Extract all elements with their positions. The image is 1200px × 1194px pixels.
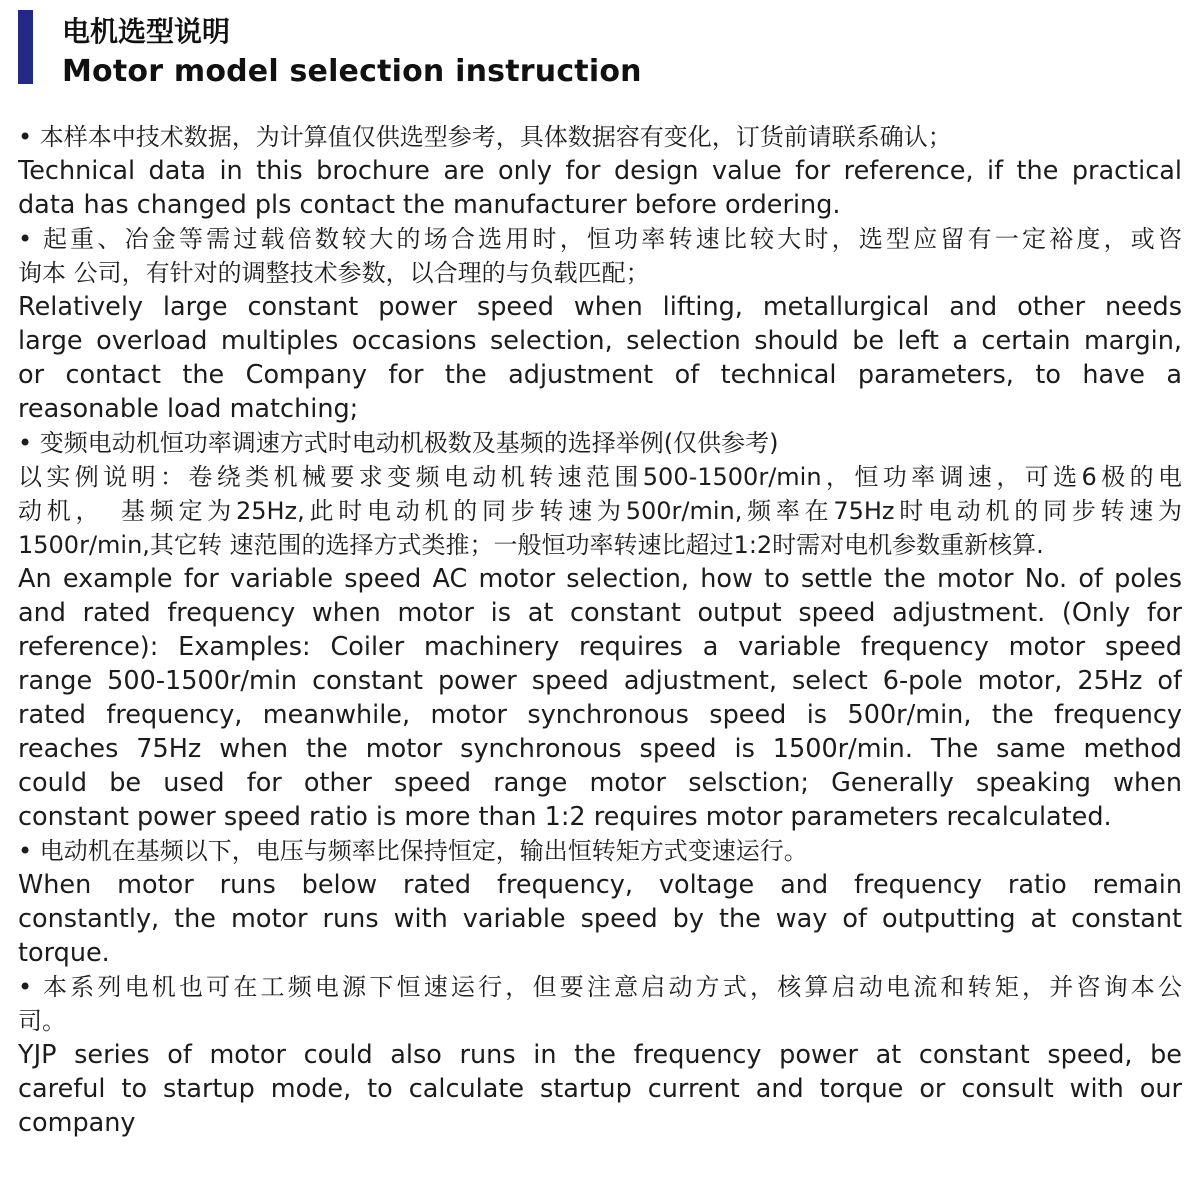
text-line: or contact the Company for the adjustment of technical parameters, to have a [18, 360, 1182, 390]
text-line: reasonable load matching; [18, 394, 359, 424]
text-line: YJP series of motor could also runs in the frequency power at constant speed, be [18, 1040, 1182, 1070]
text-line: • 变频电动机恒功率调速方式时电动机极数及基频的选择举例(仅供参考) [18, 429, 779, 457]
section-title-chinese: 电机选型说明 [62, 15, 231, 48]
text-line: 以实例说明：卷绕类机械要求变频电动机转速范围500-1500r/min，恒功率调速，可选6极的电 [18, 463, 1182, 491]
text-line: 1500r/min,其它转 速范围的选择方式类推；一般恒功率转速比超过1:2时需对电机参数重新核算. [18, 531, 1044, 559]
text-line: torque. [18, 938, 110, 968]
text-line: rated frequency, meanwhile, motor synchronous speed is 500r/min, the frequency [18, 700, 1182, 730]
text-line: could be used for other speed range motor selsction; Generally speaking when [18, 768, 1182, 798]
text-line: reaches 75Hz when the motor synchronous speed is 1500r/min. The same method [18, 734, 1182, 764]
text-line: data has changed pls contact the manufacturer before ordering. [18, 190, 841, 220]
text-line: and rated frequency when motor is at constant output speed adjustment. (Only for [18, 598, 1182, 628]
text-line: Technical data in this brochure are only for design value for reference, if the practical [18, 156, 1182, 186]
text-line: 询本 公司，有针对的调整技术参数，以合理的与负载匹配； [18, 259, 650, 287]
text-line: • 本系列电机也可在工频电源下恒速运行，但要注意启动方式，核算启动电流和转矩，并咨询本公 [18, 973, 1182, 1001]
text-line: • 本样本中技术数据，为计算值仅供选型参考，具体数据容有变化，订货前请联系确认； [18, 123, 952, 151]
text-line: reference): Examples: Coiler machinery requires a variable frequency motor speed [18, 632, 1182, 662]
text-line: constantly, the motor runs with variable speed by the way of outputting at constant [18, 904, 1182, 934]
accent-bar [18, 10, 33, 84]
text-line: careful to startup mode, to calculate startup current and torque or consult with our [18, 1074, 1182, 1104]
text-line: • 起重、冶金等需过载倍数较大的场合选用时，恒功率转速比较大时，选型应留有一定裕度，或咨 [18, 225, 1182, 253]
text-line: An example for variable speed AC motor selection, how to settle the motor No. of poles [18, 564, 1182, 594]
text-line: range 500-1500r/min constant power speed adjustment, select 6-pole motor, 25Hz of [18, 666, 1182, 696]
section-title-english: Motor model selection instruction [62, 54, 642, 89]
text-line: Relatively large constant power speed when lifting, metallurgical and other needs [18, 292, 1182, 322]
text-line: 动机， 基频定为25Hz,此时电动机的同步转速为500r/min,频率在75Hz时电动机的同步转速为 [18, 497, 1182, 525]
text-line: 司。 [18, 1007, 66, 1035]
instruction-body [18, 120, 1182, 1140]
text-line: constant power speed ratio is more than 1:2 requires motor parameters recalculated. [18, 802, 1112, 832]
text-line: • 电动机在基频以下，电压与频率比保持恒定，输出恒转矩方式变速运行。 [18, 837, 808, 865]
section-header [18, 10, 1182, 89]
text-line: When motor runs below rated frequency, voltage and frequency ratio remain [18, 870, 1182, 900]
text-line: large overload multiples occasions selection, selection should be left a certain margin, [18, 326, 1182, 356]
text-line: company [18, 1108, 136, 1138]
